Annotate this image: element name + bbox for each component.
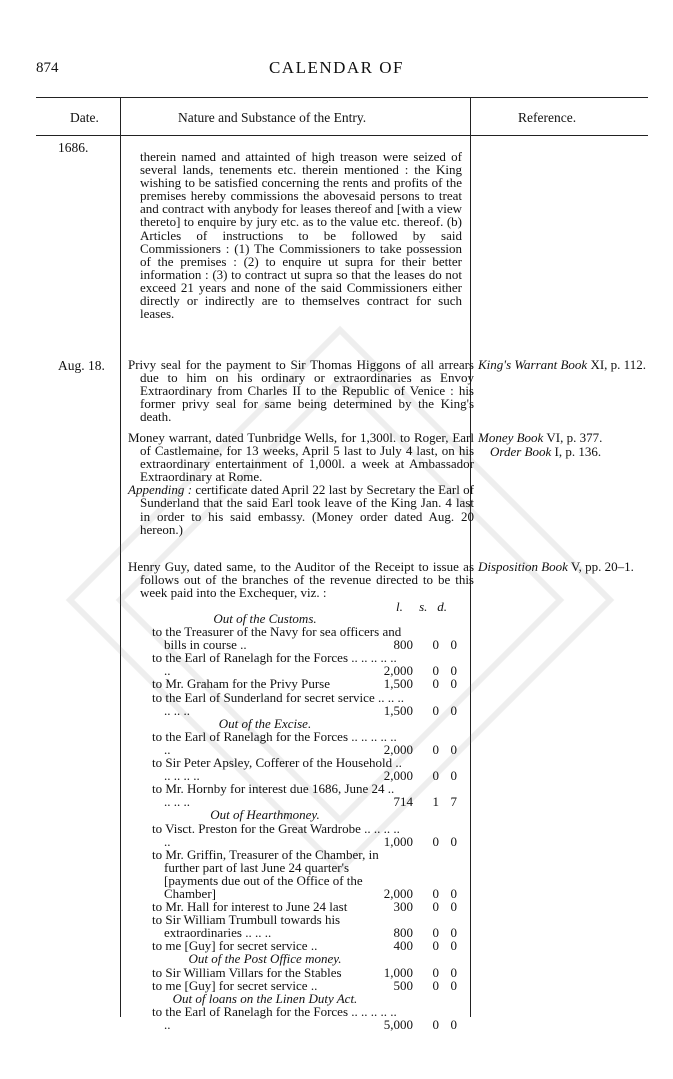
entry-paragraph: Henry Guy, dated same, to the Auditor of the Receipt to issue as follows out of the branches of the revenue directed to be this week paid into the Exchequer, viz. : [128, 559, 474, 601]
payment-pounds: 2,000 [383, 663, 413, 679]
payment-shillings: 0 [432, 663, 439, 679]
payment-description: to the Earl of Ranelagh for the Forces .. .. .. .. .. .. [152, 650, 397, 679]
payment-row [130, 730, 465, 756]
payment-pounds: 1,000 [383, 833, 413, 849]
payment-shillings: 0 [432, 925, 439, 941]
reference-location: I, p. 136. [551, 443, 602, 459]
payments-table [130, 612, 465, 1031]
reference-title: Disposition Book [478, 559, 568, 574]
top-rule [36, 97, 648, 98]
currency-shillings: s. [419, 599, 428, 614]
payment-description: to Sir Peter Apsley, Cofferer of the Household .. .. .. .. .. [152, 755, 402, 784]
payment-description: to the Earl of Ranelagh for the Forces .. .. .. .. .. .. [152, 1003, 397, 1032]
entry-reference [478, 560, 660, 574]
entry-text [140, 150, 462, 320]
entry-text [128, 358, 474, 423]
payment-pence: 0 [450, 676, 457, 692]
payment-shillings: 0 [432, 977, 439, 993]
payment-row [130, 822, 465, 848]
payment-description: to the Earl of Sunderland for secret service .. .. .. .. .. .. [152, 689, 404, 718]
entry-date: 1686. [58, 140, 89, 155]
payment-shillings: 0 [432, 964, 439, 980]
payment-shillings: 0 [432, 1016, 439, 1032]
payment-row [130, 966, 465, 979]
payment-pence: 0 [450, 741, 457, 757]
payment-pence: 0 [450, 885, 457, 901]
section-heading-text: Out of the Post Office money. [188, 951, 342, 967]
payment-description: to Sir William Villars for the Stables [152, 964, 342, 980]
payment-pounds: 1,000 [383, 964, 413, 980]
payment-row [130, 782, 465, 808]
payment-pence: 0 [450, 925, 457, 941]
payment-pence: 0 [450, 663, 457, 679]
column-header-date: Date. [70, 110, 99, 125]
payment-pence: 0 [450, 637, 457, 653]
reference-title: Money Book [478, 430, 544, 445]
payment-row [130, 756, 465, 782]
payment-pounds: 300 [393, 899, 413, 915]
payment-shillings: 0 [432, 938, 439, 954]
payment-shillings: 0 [432, 899, 439, 915]
entry-paragraph: Money warrant, dated Tunbridge Wells, for 1,300l. to Roger, Earl of Castlemaine, for 13 weeks, April 5 last to July 4 last, on his extraordinary entertainment of 1,000l. a week at Ambassador Extraordinary at Rome. [128, 430, 474, 485]
payment-row [130, 677, 465, 690]
column-header-nature: Nature and Substance of the Entry. [178, 110, 367, 125]
payment-shillings: 0 [432, 637, 439, 653]
payment-pounds: 1,500 [383, 702, 413, 718]
currency-pounds: l. [396, 599, 403, 614]
payment-row [130, 913, 465, 939]
payment-shillings: 0 [432, 768, 439, 784]
payment-pounds: 2,000 [383, 768, 413, 784]
appending-label: Appending : [128, 482, 193, 498]
reference-title: Order Book [490, 443, 552, 459]
entry-paragraph: therein named and attainted of high treason were seized of several lands, tenements etc. therein mentioned : the King wishing to be satisfied concerning the rents and profits of the premises hereby commissions the abovesaid persons to treat and contract with anybody for leases thereof and [with a view thereto] to enquire by jury etc. as to the value etc. thereof. (b) Articles of instructions to be followed by said Commissioners : (1) The Commissioners to take possession of the premises : (2) to enquire ut supra for their better information : (3) to contract ut supra so that the leases do not exceed 21 years and none of the said Commissioners either directly or indirectly are to themselves contract for such leases. [140, 149, 462, 322]
entry-reference [478, 431, 648, 458]
entry-reference [478, 358, 660, 372]
payment-pounds: 2,000 [383, 885, 413, 901]
payment-description: to Mr. Hall for interest to June 24 last [152, 899, 348, 915]
running-title: CALENDAR OF [268, 58, 405, 77]
currency-pence: d. [437, 599, 447, 614]
payment-pence: 0 [450, 1016, 457, 1032]
entry-date: Aug. 18. [58, 358, 105, 373]
payment-description: to the Treasurer of the Navy for sea officers and bills in course .. [152, 624, 402, 653]
payment-row [130, 651, 465, 677]
payment-section-heading [130, 952, 465, 965]
payment-shillings: 0 [432, 833, 439, 849]
reference-location: VI, p. 377. [543, 430, 603, 445]
entry-text [128, 431, 474, 536]
header-bottom-rule [36, 135, 648, 136]
payment-row [130, 848, 465, 900]
payment-description: to Mr. Graham for the Privy Purse [152, 676, 331, 692]
payment-description: to me [Guy] for secret service .. [152, 977, 318, 993]
reference-title: King's Warrant Book [478, 357, 588, 372]
payment-pence: 0 [450, 899, 457, 915]
payment-description: to me [Guy] for secret service .. [152, 938, 318, 954]
payment-pounds: 800 [393, 925, 413, 941]
payment-row [130, 1005, 465, 1031]
payment-shillings: 1 [432, 794, 439, 810]
payment-pence: 0 [450, 702, 457, 718]
payment-shillings: 0 [432, 676, 439, 692]
payment-pounds: 800 [393, 637, 413, 653]
payment-shillings: 0 [432, 741, 439, 757]
payment-pence: 0 [450, 833, 457, 849]
entry-text [128, 560, 474, 599]
payment-row [130, 979, 465, 992]
payment-section-heading [130, 992, 465, 1005]
payment-pounds: 500 [393, 977, 413, 993]
payment-description: to Mr. Griffin, Treasurer of the Chamber, in further part of last June 24 quarter's [payments due out of the Office of the Chamber] [152, 846, 379, 901]
page-number: 874 [36, 60, 59, 76]
reference-location: V, pp. 20–1. [567, 559, 634, 574]
payment-pounds: 2,000 [383, 741, 413, 757]
payment-description: to Visct. Preston for the Great Wardrobe .. .. .. .. .. [152, 820, 400, 849]
payment-section-heading [130, 808, 465, 821]
payment-section-heading [130, 717, 465, 730]
payment-pence: 7 [450, 794, 457, 810]
payment-pence: 0 [450, 977, 457, 993]
payment-pounds: 5,000 [383, 1016, 413, 1032]
payment-row [130, 625, 465, 651]
section-heading-text: Out of the Customs. [213, 611, 317, 626]
payment-description: to Sir William Trumbull towards his extraordinaries .. .. .. [152, 912, 341, 941]
payment-pence: 0 [450, 938, 457, 954]
payment-pounds: 400 [393, 938, 413, 954]
appending-text: certificate dated April 22 last by Secretary the Earl of Sunderland that the said Earl took leave of the King Jan. 4 last in order to his said embassy. (Money order dated Aug. 20 hereon.) [140, 482, 475, 537]
payment-row [130, 691, 465, 717]
column-header-reference: Reference. [518, 110, 577, 125]
payment-pounds: 714 [393, 794, 413, 810]
payment-description: to the Earl of Ranelagh for the Forces .. .. .. .. .. .. [152, 728, 397, 757]
section-heading-text: Out of the Excise. [218, 715, 312, 731]
reference-location: XI, p. 112. [587, 357, 646, 372]
payment-pounds: 1,500 [383, 676, 413, 692]
payment-description: to Mr. Hornby for interest due 1686, June 24 .. .. .. .. [152, 781, 395, 810]
payment-shillings: 0 [432, 885, 439, 901]
payment-pence: 0 [450, 768, 457, 784]
section-heading-text: Out of Hearthmoney. [210, 807, 320, 823]
section-heading-text: Out of loans on the Linen Duty Act. [172, 990, 358, 1006]
payment-shillings: 0 [432, 702, 439, 718]
entry-paragraph: Privy seal for the payment to Sir Thomas Higgons of all arrears due to him on his ordinary or extraordinaries as Envoy Extraordinary from Charles II to the Republic of Venice : his former privy seal for same being determined by the King's death. [128, 357, 474, 425]
payment-pence: 0 [450, 964, 457, 980]
